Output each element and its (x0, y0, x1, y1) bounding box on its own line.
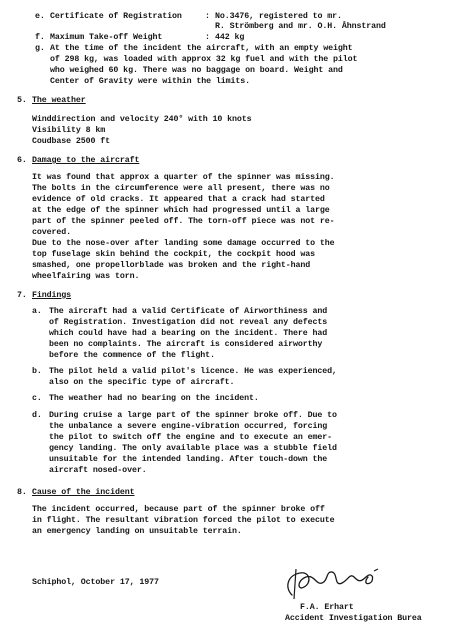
cause-line: an emergency landing on unsuitable terrain. (32, 527, 242, 536)
cause-number: 8. (17, 488, 27, 497)
damage-line: covered. (32, 228, 72, 237)
loading-line: Center of Gravity were within the limits. (50, 77, 251, 86)
cause-heading: Cause of the incident (32, 488, 135, 497)
loading-line: of 298 kg, was loaded with approx 32 kg fuel and with the pilot (50, 55, 358, 64)
weather-heading: The weather (32, 96, 86, 105)
loading-line: At the time of the incident the aircraft, with an empty weight (50, 44, 353, 53)
finding-line: The pilot held a valid pilot's licence. He was experienced, (49, 367, 337, 376)
finding-line: The weather had no bearing on the incident. (49, 394, 259, 403)
weather-line: Visibility 8 km (32, 126, 106, 135)
finding-line: the unbalance a severe engine-vibration occurred, forcing (49, 422, 328, 431)
damage-heading: Damage to the aircraft (32, 156, 140, 165)
registration-owners: R. Strömberg and mr. O.H. Åhnstrand (215, 22, 386, 31)
finding-marker: d. (32, 411, 42, 420)
signature (270, 563, 390, 603)
finding-line: of Registration. Investigation did not reveal any defects (49, 318, 328, 327)
finding-line: The aircraft had a valid Certificate of Airworthiness and (49, 307, 328, 316)
weather-number: 5. (17, 96, 27, 105)
finding-line: been no complaints. The aircraft is considered airworthy (49, 340, 323, 349)
finding-marker: b. (32, 367, 42, 376)
cause-line: The incident occurred, because part of the spinner broke off (32, 505, 325, 514)
registration-separator: : (205, 12, 210, 21)
signatory-title: Accident Investigation Burea (285, 614, 422, 623)
signatory-name: F.A. Erhart (300, 603, 354, 612)
finding-line: aircraft nosed-over. (49, 466, 147, 475)
finding-line: also on the specific type of aircraft. (49, 378, 235, 387)
takeoff-label: Maximum Take-off Weight (50, 33, 163, 42)
weather-line: Coudbase 2500 ft (32, 137, 111, 146)
finding-line: the pilot to switch off the engine and to execute an emer- (49, 433, 332, 442)
damage-line: The bolts in the circumference were all present, there was no (32, 184, 330, 193)
damage-line: It was found that approx a quarter of the spinner was missing. (32, 173, 335, 182)
takeoff-value: 442 kg (215, 33, 245, 42)
finding-line: gency landing. The only available place was a stubble field (49, 444, 337, 453)
finding-marker: c. (32, 394, 42, 403)
damage-line: wheelfairing was torn. (32, 272, 140, 281)
damage-line: at the edge of the spinner which had progressed until a large (32, 206, 330, 215)
place-date: Schiphol, October 17, 1977 (32, 578, 159, 587)
findings-number: 7. (17, 291, 27, 300)
registration-marker: e. (35, 12, 45, 21)
takeoff-marker: f. (35, 33, 45, 42)
registration-label: Certificate of Registration (50, 12, 182, 21)
damage-line: evidence of old cracks. It appeared that a crack had started (32, 195, 325, 204)
weather-line: Winddirection and velocity 240° with 10 knots (32, 115, 252, 124)
finding-line: which could have had a bearing on the incident. There had (49, 329, 328, 338)
findings-heading: Findings (32, 291, 72, 300)
finding-marker: a. (32, 307, 42, 316)
finding-line: unsuitable for the intended landing. After touch-down the (49, 455, 328, 464)
damage-number: 6. (17, 156, 27, 165)
damage-line: top fuselage skin behind the cockpit, the cockpit hood was (32, 250, 315, 259)
damage-line: part of the spinner peeled off. The torn-off piece was not re- (32, 217, 335, 226)
takeoff-separator: : (205, 33, 210, 42)
damage-line: smashed, one propellorblade was broken and the right-hand (32, 261, 311, 270)
loading-line: who weighed 60 kg. There was no baggage on board. Weight and (50, 66, 343, 75)
registration-value: No.3476, registered to mr. (215, 12, 342, 21)
damage-line: Due to the nose-over after landing some damage occurred to the (32, 239, 335, 248)
finding-line: before the commence of the flight. (49, 351, 215, 360)
loading-marker: g. (35, 44, 45, 53)
cause-line: in flight. The resultant vibration forced the pilot to execute (32, 516, 335, 525)
finding-line: During cruise a large part of the spinner broke off. Due to (49, 411, 337, 420)
